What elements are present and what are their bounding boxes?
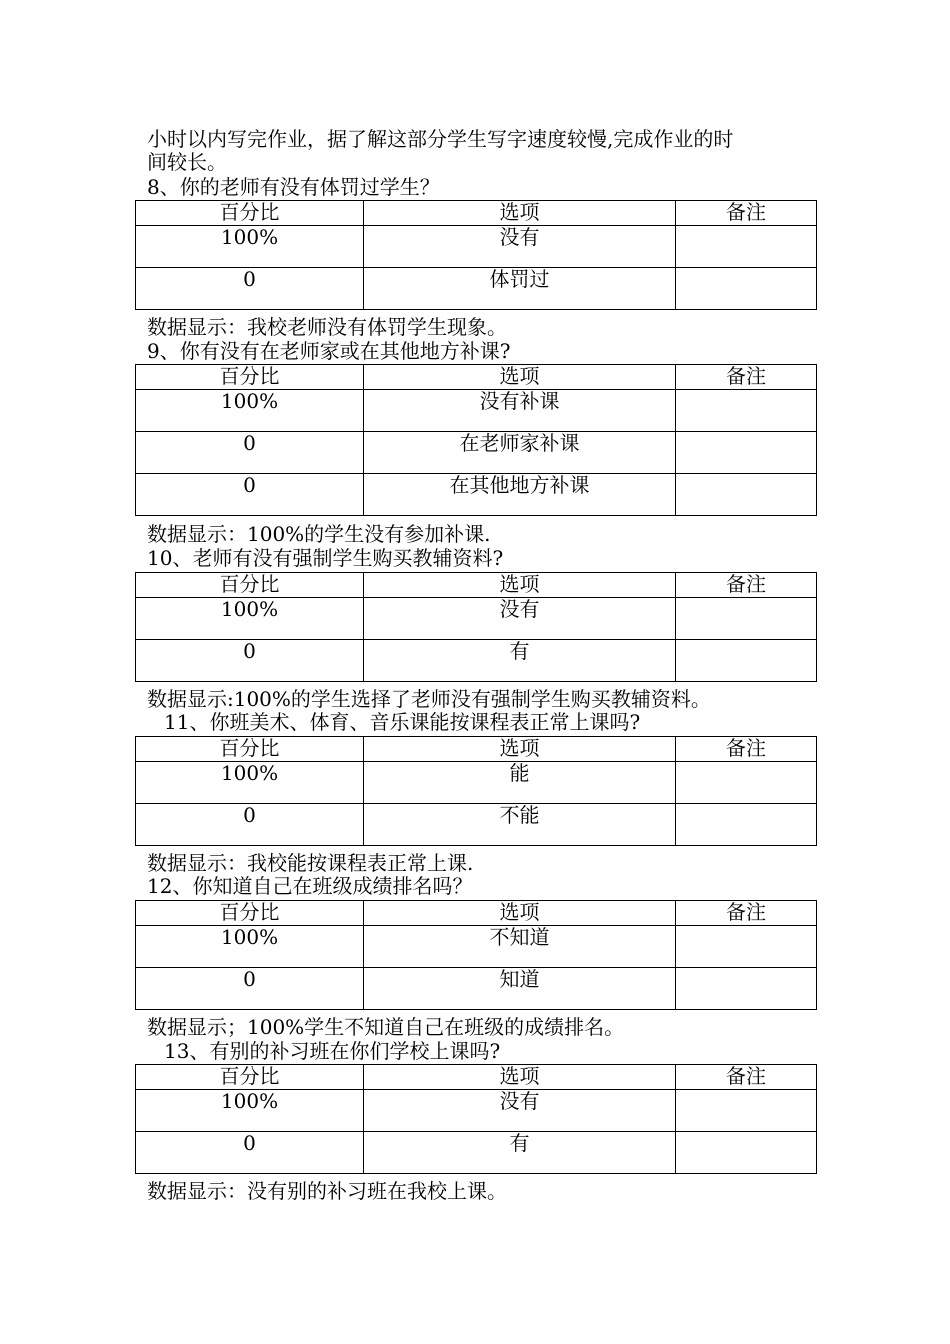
survey-table (135, 900, 817, 1010)
table-row (136, 432, 817, 474)
header-note: 备注 (676, 201, 817, 226)
cell-percent: 100% (136, 598, 364, 640)
intro-line-1: 小时以内写完作业，据了解这部分学生写字速度较慢,完成作业的时 (147, 127, 734, 151)
header-percent: 百分比 (136, 573, 364, 598)
table-row (136, 640, 817, 682)
cell-percent: 0 (136, 968, 364, 1010)
table-row (136, 390, 817, 432)
cell-option: 没有 (364, 1090, 676, 1132)
table-header-row (136, 201, 817, 226)
conclusion-text: 数据显示：我校老师没有体罚学生现象。 (147, 315, 507, 339)
cell-note (676, 390, 817, 432)
conclusion-text: 数据显示：100%的学生没有参加补课. (147, 522, 491, 546)
cell-note (676, 432, 817, 474)
cell-note (676, 926, 817, 968)
table-header-row (136, 737, 817, 762)
table-header-row (136, 1065, 817, 1090)
table-row (136, 1090, 817, 1132)
header-note: 备注 (676, 573, 817, 598)
header-note: 备注 (676, 737, 817, 762)
cell-option: 在其他地方补课 (364, 474, 676, 516)
header-note: 备注 (676, 365, 817, 390)
cell-note (676, 968, 817, 1010)
cell-option: 没有 (364, 598, 676, 640)
cell-percent: 0 (136, 804, 364, 846)
table-row (136, 968, 817, 1010)
table-row (136, 1132, 817, 1174)
cell-note (676, 1132, 817, 1174)
header-option: 选项 (364, 737, 676, 762)
question-title: 9、你有没有在老师家或在其他地方补课? (147, 339, 511, 363)
survey-table (135, 200, 817, 310)
header-percent: 百分比 (136, 1065, 364, 1090)
header-note: 备注 (676, 901, 817, 926)
cell-note (676, 268, 817, 310)
header-option: 选项 (364, 201, 676, 226)
cell-note (676, 1090, 817, 1132)
table-row (136, 762, 817, 804)
question-title: 13、有别的补习班在你们学校上课吗? (164, 1039, 501, 1063)
cell-note (676, 598, 817, 640)
cell-option: 在老师家补课 (364, 432, 676, 474)
question-title: 8、你的老师有没有体罚过学生？ (147, 175, 440, 199)
cell-note (676, 804, 817, 846)
cell-option: 没有 (364, 226, 676, 268)
header-option: 选项 (364, 1065, 676, 1090)
header-option: 选项 (364, 365, 676, 390)
table-row (136, 598, 817, 640)
table-header-row (136, 901, 817, 926)
table-row (136, 474, 817, 516)
header-option: 选项 (364, 901, 676, 926)
cell-option: 知道 (364, 968, 676, 1010)
cell-percent: 100% (136, 226, 364, 268)
cell-percent: 100% (136, 926, 364, 968)
cell-option: 不知道 (364, 926, 676, 968)
cell-percent: 0 (136, 474, 364, 516)
cell-percent: 100% (136, 390, 364, 432)
conclusion-text: 数据显示:100%的学生选择了老师没有强制学生购买教辅资料。 (147, 687, 711, 711)
header-percent: 百分比 (136, 901, 364, 926)
cell-option: 没有补课 (364, 390, 676, 432)
cell-option: 有 (364, 640, 676, 682)
conclusion-text: 数据显示：没有别的补习班在我校上课。 (147, 1179, 507, 1203)
cell-note (676, 474, 817, 516)
header-percent: 百分比 (136, 365, 364, 390)
question-title: 12、你知道自己在班级成绩排名吗？ (147, 874, 473, 898)
table-row (136, 268, 817, 310)
table-header-row (136, 573, 817, 598)
cell-option: 有 (364, 1132, 676, 1174)
cell-percent: 100% (136, 762, 364, 804)
table-row (136, 926, 817, 968)
cell-percent: 0 (136, 432, 364, 474)
header-note: 备注 (676, 1065, 817, 1090)
cell-option: 体罚过 (364, 268, 676, 310)
header-option: 选项 (364, 573, 676, 598)
cell-percent: 0 (136, 268, 364, 310)
survey-table (135, 1064, 817, 1174)
survey-table (135, 736, 817, 846)
cell-percent: 100% (136, 1090, 364, 1132)
cell-percent: 0 (136, 640, 364, 682)
header-percent: 百分比 (136, 201, 364, 226)
table-row (136, 226, 817, 268)
conclusion-text: 数据显示：我校能按课程表正常上课. (147, 851, 474, 875)
cell-option: 能 (364, 762, 676, 804)
intro-line-2: 间较长。 (147, 150, 227, 174)
question-title: 10、老师有没有强制学生购买教辅资料? (147, 546, 504, 570)
survey-table (135, 572, 817, 682)
cell-note (676, 640, 817, 682)
conclusion-text: 数据显示；100%学生不知道自己在班级的成绩排名。 (147, 1015, 625, 1039)
cell-note (676, 762, 817, 804)
table-header-row (136, 365, 817, 390)
header-percent: 百分比 (136, 737, 364, 762)
question-title: 11、你班美术、体育、音乐课能按课程表正常上课吗? (164, 710, 641, 734)
table-row (136, 804, 817, 846)
cell-percent: 0 (136, 1132, 364, 1174)
cell-option: 不能 (364, 804, 676, 846)
cell-note (676, 226, 817, 268)
survey-table (135, 364, 817, 516)
